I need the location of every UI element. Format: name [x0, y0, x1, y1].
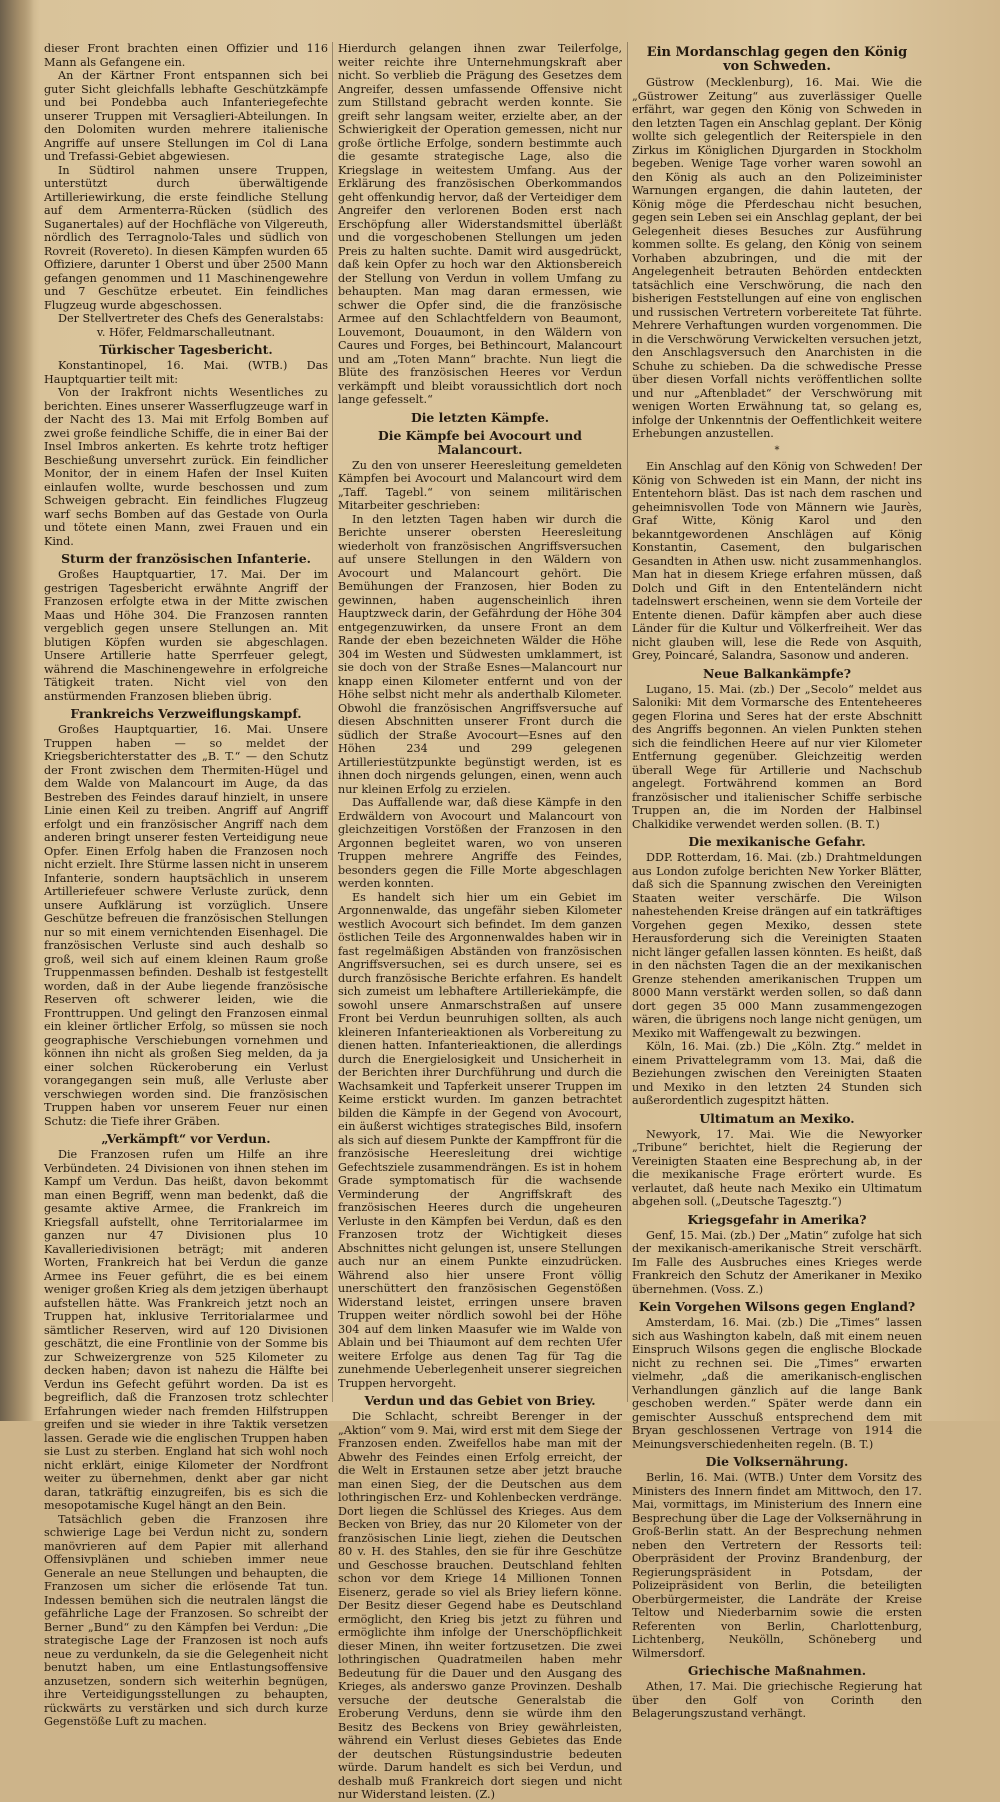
paragraph: Großes Hauptquartier, 17. Mai. Der im gestrigen Tagesbericht erwähnte Angriff der Franzosen erfolgte etwa in der Mitte zwischen Maas und Höhe 304. Die Franzosen rannten vergeblich gegen unsere Stellungen an. Mit blutigen Köpfen wurden sie abgeschlagen. Unsere Artillerie hatte Sperrfeuer gelegt, während die Maschinengewehre in erfolgreiche Tätigkeit traten. Nicht viel von den anstürmenden Franzosen blieben übrig. — [44, 568, 328, 703]
paragraph: Güstrow (Mecklenburg), 16. Mai. Wie die „Güstrower Zeitung“ aus zuverlässiger Quelle erfährt, war gegen den König von Schweden in den letzten Tagen ein Anschlag geplant. Der König wollte sich gelegentlich der Reiterspiele in den Zirkus im Königlichen Djurgarden in Stockholm begeben. Wenige Tage vorher waren sowohl an den König als auch an den Polizeiminister Warnungen ergangen, die dahin lauteten, der König möge die Pferdeschau nicht besuchen, gegen sein Leben sei ein Anschlag geplant, der bei Gelegenheit dieses Besuches zur Ausführung kommen sollte. Es gelang, den König von seinem Vorhaben abzubringen, und die mit der Angelegenheit betrauten Behörden entdeckten tatsächlich eine Verschwörung, die nach den bisherigen Feststellungen auf eine von englischen und russischen Vertretern vorbereitete Tat führte. Mehrere Verhaftungen wurden vorgenommen. Die in die Verschwörung Verwickelten versuchen jetzt, den Anschlagsversuch den Anarchisten in die Schuhe zu schieben. Da die schwedische Presse über diesen Vorfall nichts veröffentlichen sollte und nur „Aftenbladet“ der Verschwörung mit wenigen Worten Erwähnung tat, so gelang es, infolge der Unkenntnis der Oeffentlichkeit weitere Erhebungen anzustellen. — [632, 76, 922, 440]
paragraph: Das Auffallende war, daß diese Kämpfe in den Erdwäldern von Avocourt und Malancourt von gleichzeitigen Vorstößen der Franzosen in den Argonnen begleitet waren, wo von unseren Truppen mehrere Angriffe des Feindes, besonders gegen die Fille Morte abgeschlagen werden konnten. — [338, 796, 622, 890]
paragraph: Der Stellvertreter des Chefs des Generalstabs: — [58, 312, 324, 325]
headline: Neue Balkankämpfe? — [702, 665, 852, 681]
paragraph: Die Schlacht, schreibt Berenger in der „Aktion“ vom 9. Mai, wird erst mit dem Siege der Franzosen enden. Zweifellos habe man mit der Abwehr des Feindes einen Erfolg erreicht, der die Welt in Erstaunen setze aber jetzt brauche man einen Sieg, der die Deutschen aus dem lothringischen Erz- und Kohlenbecken verdränge. Dort liegen die Schlüssel des Krieges. Aus dem Becken von Briey, das nur 20 Kilometer von der französischen Linie liegt, ziehen die Deutschen 80 v. H. des Stahles, den sie für ihre Geschütze und Geschosse brauchen. Deutschland fehlten schon vor dem Kriege 14 Millionen Tonnen Eisenerz, gerade so viel als Briey liefern könne. Der Besitz dieser Gegend habe es Deutschland ermöglicht, den Krieg bis jetzt zu führen und ermöglichte ihm infolge der Unerschöpflichkeit dieser Minen, ihn weiter fortzusetzen. Die zwei lothringischen Quadratmeilen haben mehr Bedeutung für die Dauer und den Ausgang des Krieges, als anderswo ganze Provinzen. Deshalb versuche der deutsche Generalstab die Eroberung Verduns, denn sie würde ihm den Besitz des Beckens von Briey gewährleisten, während ein Verlust dieses Gebietes das Ende der deutschen Rüstungsindustrie bedeuten würde. Darum handelt es sich bei Verdun, und deshalb muß Frankreich dort siegen und nicht nur Widerstand leisten. (Z.) — [338, 1410, 622, 1801]
headline: Die Volksernährung. — [705, 1454, 849, 1469]
subheadline: Die Kämpfe bei Avocourt und Malancourt. — [378, 427, 582, 457]
paragraph: Die Franzosen rufen um Hilfe an ihre Verbündeten. 24 Divisionen von ihnen stehen im Kampf um Verdun. Das heißt, davon bekommt man einen Begriff, wenn man bedenkt, daß die gesamte aktive Armee, die Frankreich im Kriegsfall aufstellt, ohne Territorialarmee im ganzen nur 47 Divisionen plus 10 Kavalleriedivisionen beträgt; mit anderen Worten, Frankreich hat bei Verdun die ganze Armee ins Feuer geführt, die es bei einem weniger großen Krieg als dem jetzigen überhaupt aufstellen hätte. Was Frankreich jetzt noch an Truppen hat, inklusive Territorialarmee und sämtlicher Reserven, wird auf 120 Divisionen geschätzt, die eine Frontlinie von der Somme bis zur Schweizergrenze von 525 Kilometer zu decken haben; davon ist nahezu die Hälfte bei Verdun ins Gefecht geführt worden. Da ist es begreiflich, daß die Franzosen trotz schlechter Erfahrungen wieder nach fremden Hilfstruppen greifen und sie wieder in ihre Taktik versetzen lassen. Gerade wie die englischen Truppen haben sie Lust zu sterben. England hat sich wohl noch nicht erklärt, einige Kilometer der Nordfront weiter zu übernehmen, denkt aber gar nicht daran, tatkräftig einzugreifen, bis es sich die mesopotamische Kugel hängt an den Bein. — [44, 1148, 328, 1512]
paragraph: Köln, 16. Mai. (zb.) Die „Köln. Ztg.“ meldet in einem Privattelegramm vom 13. Mai, daß die Beziehungen zwischen den Vereinigten Staaten und Mexiko in den letzten 24 Stunden sich außerordentlich zugespitzt hätten. — [632, 1040, 922, 1107]
paragraph: Ein Anschlag auf den König von Schweden! Der König von Schweden ist ein Mann, der nicht ins Ententehorn bläst. Das ist nach dem raschen und geheimnisvollen Tode von Männern wie Jaurès, Graf Witte, König Karol und den bekanntgewordenen Anschlägen auf König Konstantin, Casement, den bulgarischen Gesandten in Athen usw. nicht zusammenhanglos. Man hat in diesem Kriege erfahren müssen, daß Dolch und Gift in den Ententeländern nicht tadelnswert erscheinen, wenn sie dem Vorteile der Entente dienen. Dafür kämpfen aber auch diese Länder für die Kultur und Völkerfreiheit. Wer das nicht glauben will, lese die Rede von Asquith, Grey, Poincaré, Salandra, Sasonow und anderen. — [632, 460, 922, 662]
paragraph: In Südtirol nahmen unsere Truppen, unterstützt durch überwältigende Artilleriewirkung, die erste feindliche Stellung auf dem Armenterra-Rücken (südlich des Suganertales) auf der Hochfläche von Vilgereuth, nördlich des Terragnolo-Tales und südlich von Rovreit (Rovereto). In diesen Kämpfen wurden 65 Offiziere, darunter 1 Oberst und über 2500 Mann gefangen genommen und 11 Maschinengewehre und 7 Geschütze erbeutet. Ein feindliches Flugzeug wurde abgeschossen. — [44, 163, 328, 312]
headline: Ein Mordanschlag gegen den König von Schweden. — [646, 45, 908, 74]
column-right — [632, 42, 922, 1720]
headline: Die mexikanische Gefahr. — [688, 834, 866, 849]
paragraph: Zu den von unserer Heeresleitung gemeldeten Kämpfen bei Avocourt und Malancourt wird dem „Taff. Tagebl.“ von seinem militärischen Mitarbeiter geschrieben: — [338, 458, 622, 512]
paragraph: Hierdurch gelangen ihnen zwar Teilerfolge, weiter reichte ihre Unternehmungskraft aber nicht. So verblieb die Prägung des Gesetzes dem Angreifer, dessen umfassende Offensive nicht zum Stillstand gebracht werden konnte. Sie greift sehr langsam weiter, erzielte aber, an der Schwierigkeit der Operation gemessen, nicht nur große örtliche Erfolge, sondern bestimmte auch die gesamte strategische Lage, also die Kriegslage in weitestem Umfang. Aus der Erklärung des französischen Oberkommandos geht offenkundig hervor, daß der Verteidiger dem Angreifer den verlorenen Boden erst nach Erschöpfung aller Widerstandsmittel überläßt und die vorgeschobenen Stellungen um jeden Preis zu halten suchte. Damit wird ausgedrückt, daß kein Opfer zu hoch war den Aktionsbereich der Stellung von Verdun in vollem Umfang zu behaupten. Man mag daran ermessen, wie schwer die Opfer sind, die die französische Armee auf den Schlachtfeldern von Beaumont, Louvemont, Douaumont, in den Wäldern von Caures und Forges, bei Bethincourt, Malancourt und am „Toten Mann“ brachte. Nun liegt die Blüte des französischen Heeres vor Verdun verkämpft und bleibt voraussichtlich dort noch lange gefesselt.“ — [338, 42, 622, 406]
paragraph: Berlin, 16. Mai. (WTB.) Unter dem Vorsitz des Ministers des Innern findet am Mittwoch, den 17. Mai, vormittags, im Ministerium des Innern eine Besprechung über die Lage der Volksernährung in Groß-Berlin statt. An der Besprechung nehmen neben den Vertretern der Ressorts teil: Oberpräsident der Provinz Brandenburg, der Regierungspräsident in Potsdam, der Polizeipräsident von Berlin, die beteiligten Oberbürgermeister, die Landräte der Kreise Teltow und Niederbarnim sowie die ersten Referenten von Berlin, Charlottenburg, Lichtenberg, Neukölln, Schöneberg und Wilmersdorf. — [632, 1471, 922, 1660]
paragraph: dieser Front brachten einen Offizier und 116 Mann als Gefangene ein. — [44, 42, 328, 69]
signature: v. Höfer, Feldmarschalleutnant. — [96, 325, 276, 339]
paragraph: Großes Hauptquartier, 16. Mai. Unsere Truppen haben — so meldet der Kriegsberichterstatter des „B. T.“ — den Schutz der Front zwischen dem Thermiten-Hügel und dem Walde von Malancourt im Auge, da das Bestreben des Feindes darauf hinzielt, in unsere Linie einen Keil zu treiben. Angriff auf Angriff erfolgt und ein französischer Angriff nach dem anderen bringt unserer festen Verteidigung neue Opfer. Einen Erfolg haben die Franzosen noch nicht erzielt. Ihre Stürme lassen nicht in unserem Infanterie, sondern hauptsächlich in unserem Artilleriefeuer schwere Verluste zurück, denn unsere Aufklärung ist vorzüglich. Unsere Geschütze befreuen die französischen Stellungen nur so mit einem vernichtenden Eisenhagel. Die französischen Verluste sind auch deshalb so groß, weil sich auf einem kleinen Raum große Truppenmassen befinden. Deshalb ist festgestellt worden, daß in der Aube liegende französische Reserven oft schwerer leiden, wie die Fronttruppen. Und gelingt den Franzosen einmal ein kleiner örtlicher Erfolg, so müssen sie noch geographische Verschiebungen vornehmen und können ihn nicht als großen Sieg melden, da ja einer solchen Rückeroberung ein Verlust vorangegangen sein muß, alle Verluste aber verschwiegen worden sind. Die französischen Truppen haben vor unserem Feuer nur einen Schutz: die Tiefe ihrer Gräben. — [44, 723, 328, 1128]
headline: Frankreichs Verzweiflungskampf. — [70, 706, 302, 721]
paragraph: Amsterdam, 16. Mai. (zb.) Die „Times“ lassen sich aus Washington kabeln, daß mit einem neuen Einspruch Wilsons gegen die englische Blockade nicht zu rechnen sei. Die „Times“ erwarten vielmehr, „daß die amerikanisch-englischen Verhandlungen gänzlich auf die lange Bank geschoben werden.“ Später werde dann ein gemischter Ausschuß entsprechend dem mit Bryan geschlossenen Vertrage von 1914 die Meinungsverschiedenheiten regeln. (B. T.) — [632, 1316, 922, 1451]
column-middle — [338, 42, 622, 1801]
column-rule — [627, 42, 628, 1402]
headline: Türkischer Tagesbericht. — [99, 342, 273, 357]
separator-asterisk: * — [774, 444, 780, 456]
paragraph: Lugano, 15. Mai. (zb.) Der „Secolo“ meldet aus Saloniki: Mit dem Vormarsche des Ententeheeres gegen Florina und Seres hat der erste Abschnitt des Angriffs begonnen. An vielen Punkten stehen sich die feindlichen Heere auf nur vier Kilometer Entfernung gegenüber. Gleichzeitig werden überall Wege für Artillerie und Nachschub angelegt. Fortwährend kommen an Bord französischer und italienischer Schiffe serbische Truppen an, die im Norden der Halbinsel Chalkidike verwendet werden sollen. (B. T.) — [632, 682, 922, 831]
headline: Die letzten Kämpfe. — [410, 409, 550, 425]
paragraph: Es handelt sich hier um ein Gebiet im Argonnenwalde, das ungefähr sieben Kilometer westlich Avocourt sich befindet. Im dem ganzen östlichen Teile des Argonnenwaldes haben wir in fast regelmäßigen Abständen von französischen Angriffsversuchen, sei es durch unsere, sei es durch französische Berichte erfahren. Es handelt sich zumeist um lebhaftere Artilleriekämpfe, die sowohl unsere Anmarschstraßen auf unsere Front bei Verdun beunruhigen sollten, als auch kleineren Infanterieaktionen als Vorbereitung zu dienen hatten. Infanterieaktionen, die allerdings durch die Energielosigkeit und Unsicherheit in der Berichten ihrer Durchführung und durch die Wachsamkeit und Tapferkeit unserer Truppen im Keime erstickt wurden. Im ganzen betrachtet bilden die Kämpfe in der Gegend von Avocourt, ein äußerst wichtiges strategisches Bild, insofern als sich auf diesem Punkte der Kampffront für die französische Heeresleitung drei wichtige Gefechtsziele zusammendrängen. Es ist in hohem Grade symptomatisch für die wachsende Verminderung der Angriffskraft des französischen Heeres durch die ungeheuren Verluste in den Kämpfen bei Verdun, daß es den Franzosen trotz der Wichtigkeit dieses Abschnittes nicht gelungen ist, unsere Stellungen auch nur an einem Punkte einzudrücken. Während also hier unsere Front völlig unerschüttert den französischen Gegenstößen Widerstand leistet, erringen unsere braven Truppen weiter nördlich sowohl bei der Höhe 304 auf dem linken Maasufer wie im Walde von Ablain und bei Thiaumont auf dem rechten Ufer weitere Erfolge aus denen Tag für Tag die zunehmende Ueberlegenheit unserer siegreichen Truppen hervorgeht. — [338, 890, 622, 1390]
headline: Ultimatum an Mexiko. — [699, 1110, 855, 1126]
paragraph: In den letzten Tagen haben wir durch die Berichte unserer obersten Heeresleitung wiederholt von französischen Angriffsversuchen auf unsere Stellungen in den Wäldern von Avocourt und Malancourt gehört. Die Bemühungen der Franzosen, hier Boden zu gewinnen, haben augenscheinlich ihren Hauptzweck darin, der Gefährdung der Höhe 304 entgegenzuwirken, da unsere Front an dem Rande der eben bezeichneten Wälder die Höhe 304 im Westen und Südwesten umklammert, ist sie doch von der Straße Esnes—Malancourt nur knapp einen Kilometer entfernt und von der Höhe selbst nicht mehr als anderthalb Kilometer. Obwohl die französischen Angriffsversuche auf diesen Abschnitten unserer Front durch die südlich der Straße Avocourt—Esnes auf den Höhen 234 und 299 gelegenen Artilleriestützpunkte begünstigt werden, ist es ihnen doch nirgends gelungen, einen, wenn auch nur kleinen Erfolg zu erzielen. — [338, 512, 622, 796]
binding-edge — [0, 0, 34, 1421]
paragraph: Genf, 15. Mai. (zb.) Der „Matin“ zufolge hat sich der mexikanisch-amerikanische Streit verschärft. Im Falle des Ausbruches eines Krieges werde Frankreich den Schutz der Amerikaner in Mexiko übernehmen. (Voss. Z.) — [632, 1228, 922, 1296]
paragraph: Athen, 17. Mai. Die griechische Regierung hat über den Golf von Corinth den Belagerungszustand verhängt. — [632, 1680, 922, 1720]
column-left — [44, 42, 328, 1728]
headline: Sturm der französischen Infanterie. — [61, 551, 311, 566]
paragraph: Newyork, 17. Mai. Wie die Newyorker „Tribune“ berichtet, hielt die Regierung der Vereinigten Staaten eine Besprechung ab, in der die mexikanische Frage erörtert wurde. Es verlautet, daß heute nach Mexiko ein Ultimatum abgehen soll. („Deutsche Tagesztg.“) — [632, 1127, 922, 1208]
paragraph: DDP. Rotterdam, 16. Mai. (zb.) Drahtmeldungen aus London zufolge berichten New Yorker Blätter, daß sich die Spannung zwischen den Vereinigten Staaten weiter verschärfe. Die Wilson nahestehenden Kreise drängen auf ein tatkräftiges Vorgehen gegen Mexiko, dessen stete Herausforderung sich die Vereinigten Staaten nicht länger gefallen lassen könnten. Es heißt, daß in den nächsten Tagen die an der mexikanischen Grenze stehenden amerikanischen Truppen um 8000 Mann verstärkt werden sollen, so daß dann dort gegen 35 000 Mann zusammengezogen wären, die übrigens noch lange nicht genügen, um Mexiko mit Waffengewalt zu bezwingen. — [632, 851, 922, 1040]
headline: „Verkämpft“ vor Verdun. — [101, 1131, 271, 1146]
headline: Kriegsgefahr in Amerika? — [687, 1211, 867, 1227]
paragraph: Tatsächlich geben die Franzosen ihre schwierige Lage bei Verdun nicht zu, sondern manövrieren auf dem Papier mit allerhand Offensivplänen und schieben immer neue Generale an neue Stellungen und behaupten, die Franzosen um sicher die erlösende Tat tun. Indessen bemühen sich die neutralen längst die gefährliche Lage der Franzosen. So schreibt der Berner „Bund“ zu den Kämpfen bei Verdun: „Die strategische Lage der Franzosen ist noch aufs neue zu verdunkeln, da sie die Gelegenheit nicht benutzt haben, um eine Entlastungsoffensive anzusetzen, sondern sich weiterhin begnügen, ihre Verteidigungsstellungen zu behaupten, rückwärts zu verstärken und sich durch kurze Gegenstöße Luft zu machen. — [44, 1512, 328, 1728]
paragraph: An der Kärtner Front entspannen sich bei guter Sicht gleichfalls lebhafte Geschützkämpfe und bei Pondebba auch Infanteriegefechte unserer Truppen mit Versaglieri-Abteilungen. In den Dolomiten wurden mehrere italienische Angriffe auf unsere Stellungen im Col di Lana und Trefassi-Gebiet abgewiesen. — [44, 69, 328, 163]
headline: Kein Vorgehen Wilsons gegen England? — [638, 1299, 916, 1314]
paragraph: Konstantinopel, 16. Mai. (WTB.) Das Hauptquartier teilt mit: — [44, 359, 328, 386]
column-rule — [332, 42, 333, 1402]
headline: Verdun und das Gebiet von Briey. — [364, 1393, 596, 1408]
headline: Griechische Maßnahmen. — [687, 1663, 867, 1678]
paragraph: Von der Irakfront nichts Wesentliches zu berichten. Eines unserer Wasserflugzeuge warf in der Nacht des 13. Mai mit Erfolg Bomben auf zwei große feindliche Schiffe, die in einer Bai der Insel Imbros ankerten. Es kehrte trotz heftiger Beschießung unversehrt zurück. Ein feindlicher Monitor, der in einem Hafen der Insel Kuiten einlaufen wollte, wurde beschossen und zum Schweigen gebracht. Ein feindliches Flugzeug warf sechs Bomben auf das Gestade von Ourla und tötete einen Mann, zwei Frauen und ein Kind. — [44, 386, 328, 548]
